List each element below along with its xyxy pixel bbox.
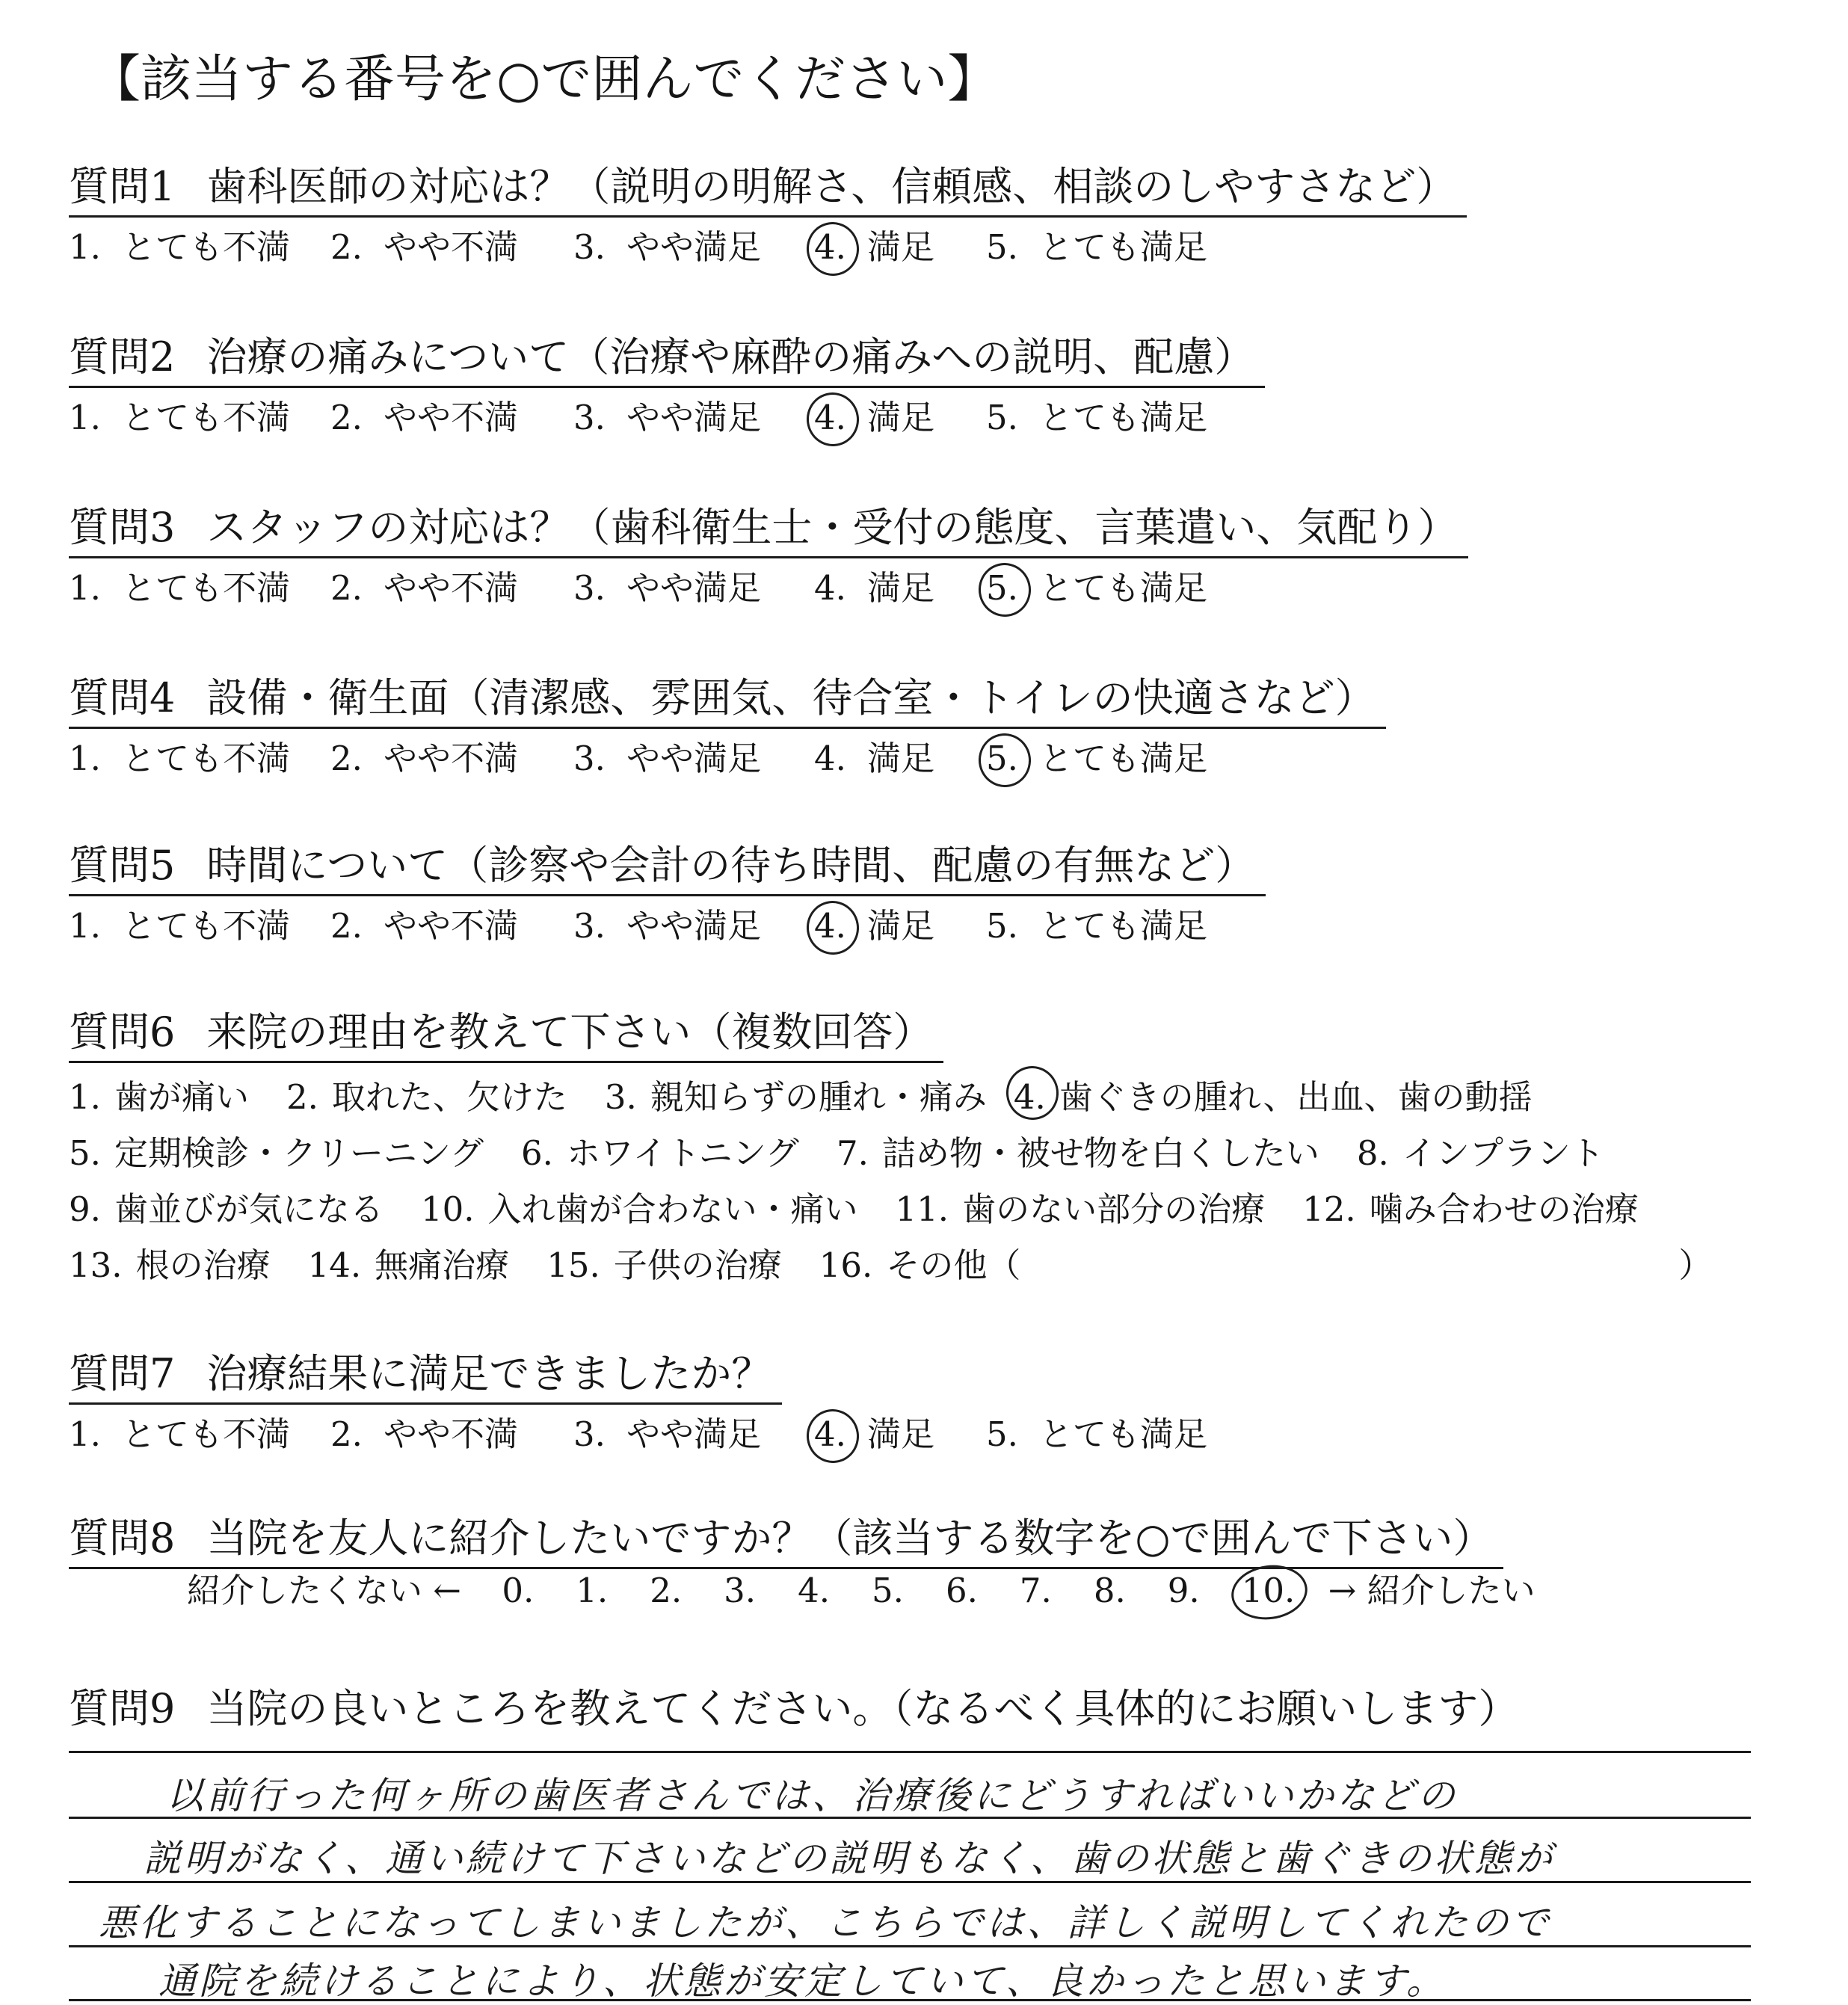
question-1-title — [69, 158, 1467, 218]
question-text: 設備・衛生面（清潔感、雰囲気、待合室・トイレの快適さなど） — [206, 674, 1376, 721]
answer-options — [69, 904, 1266, 949]
option-5[interactable]: 5. とても満足 — [986, 1414, 1207, 1454]
reason-row-1 — [69, 1069, 1712, 1125]
scale-8[interactable]: 8. — [1093, 1571, 1126, 1610]
handwritten-line-4: 通院を続けることにより、状態が安定していて、良かったと思います。 — [158, 1959, 1447, 2003]
question-3-title — [69, 499, 1468, 558]
scale-7[interactable]: 7. — [1019, 1571, 1052, 1610]
question-number: 質問8 — [69, 1515, 176, 1562]
reason-option-6[interactable]: 6. ホワイトニング — [521, 1133, 799, 1173]
question-9 — [69, 1681, 1529, 1737]
reason-option-12[interactable]: 12. 噛み合わせの治療 — [1302, 1189, 1639, 1229]
reason-row-3 — [69, 1181, 1712, 1237]
answer-options — [69, 1412, 1207, 1457]
option-2[interactable]: 2. やや不満 — [330, 227, 518, 267]
handwritten-line-3: 悪化することになってしまいましたが、こちらでは、詳しく説明してくれたので — [99, 1901, 1552, 1944]
question-7-title — [69, 1346, 782, 1405]
reason-option-1[interactable]: 1. 歯が痛い — [69, 1077, 249, 1117]
reason-option-7[interactable]: 7. 詰め物・被せ物を白くしたい — [836, 1133, 1319, 1173]
answer-options — [69, 566, 1468, 611]
reason-option-5[interactable]: 5. 定期検診・クリーニング — [69, 1133, 484, 1173]
option-5-selected[interactable]: 5. とても満足 — [986, 566, 1207, 611]
question-2-title — [69, 329, 1265, 388]
question-number: 質問3 — [69, 504, 176, 551]
question-number: 質問2 — [69, 333, 176, 381]
option-4-selected[interactable]: 4. 満足 — [814, 395, 986, 440]
option-4-selected[interactable]: 4. 満足 — [814, 225, 986, 270]
scale-3[interactable]: 3. — [724, 1571, 757, 1610]
reason-option-8[interactable]: 8. インプラント — [1356, 1133, 1604, 1173]
option-5[interactable]: 5. とても満足 — [986, 227, 1207, 267]
question-number: 質問9 — [69, 1685, 176, 1732]
question-6 — [69, 1004, 1712, 1293]
question-text: 歯科医師の対応は？（説明の明解さ、信頼感、相談のしやすさなど） — [206, 163, 1457, 210]
question-9-title — [69, 1681, 1529, 1737]
option-2[interactable]: 2. やや不満 — [330, 398, 518, 437]
reason-option-16-other[interactable]: 16. その他（ — [819, 1245, 1021, 1285]
question-4-title — [69, 670, 1386, 729]
option-1[interactable]: 1. とても不満 — [69, 739, 290, 778]
question-text: 来院の理由を教えて下さい（複数回答） — [206, 1008, 934, 1056]
option-3[interactable]: 3. やや満足 — [573, 1414, 761, 1454]
reason-options — [69, 1069, 1712, 1293]
question-5-title — [69, 837, 1266, 896]
option-1[interactable]: 1. とても不満 — [69, 227, 290, 267]
option-3[interactable]: 3. やや満足 — [573, 739, 761, 778]
scale-5[interactable]: 5. — [872, 1571, 904, 1610]
question-text: 当院の良いところを教えてください。（なるべく具体的にお願いします） — [206, 1685, 1519, 1732]
question-number: 質問4 — [69, 674, 176, 721]
reason-option-3[interactable]: 3. 親知らずの腫れ・痛み — [604, 1077, 987, 1117]
recommendation-scale — [187, 1568, 1536, 1613]
option-4-selected[interactable]: 4. 満足 — [814, 1412, 986, 1457]
reason-row-4 — [69, 1237, 1712, 1293]
scale-6[interactable]: 6. — [945, 1571, 978, 1610]
reason-option-11[interactable]: 11. 歯のない部分の治療 — [895, 1189, 1266, 1229]
option-3[interactable]: 3. やや満足 — [573, 568, 761, 608]
question-text: 時間について（診察や会計の待ち時間、配慮の有無など） — [206, 842, 1256, 889]
writing-line — [69, 1751, 1751, 1753]
reason-option-13[interactable]: 13. 根の治療 — [69, 1245, 271, 1285]
option-1[interactable]: 1. とても不満 — [69, 1414, 290, 1454]
question-number: 質問1 — [69, 163, 176, 210]
question-number: 質問7 — [69, 1350, 176, 1397]
question-number: 質問6 — [69, 1008, 176, 1056]
option-5-selected[interactable]: 5. とても満足 — [986, 736, 1207, 781]
option-1[interactable]: 1. とても不満 — [69, 398, 290, 437]
scale-4[interactable]: 4. — [798, 1571, 831, 1610]
handwritten-line-1: 以前行った何ヶ所の歯医者さんでは、治療後にどうすればいいかなどの — [166, 1774, 1458, 1817]
scale-10-selected[interactable]: 10. — [1242, 1568, 1296, 1613]
other-close-paren: ） — [1678, 1245, 1713, 1285]
option-4[interactable]: 4. 満足 — [814, 739, 934, 778]
scale-1[interactable]: 1. — [576, 1571, 609, 1610]
option-2[interactable]: 2. やや不満 — [330, 568, 518, 608]
question-2 — [69, 329, 1265, 440]
question-6-title — [69, 1004, 943, 1063]
reason-option-4-selected[interactable]: 4. 歯ぐきの腫れ、出血、歯の動揺 — [1014, 1069, 1533, 1125]
reason-option-9[interactable]: 9. 歯並びが気になる — [69, 1189, 384, 1229]
question-text: 治療の痛みについて（治療や麻酔の痛みへの説明、配慮） — [206, 333, 1255, 381]
question-7 — [69, 1346, 1207, 1457]
question-number: 質問5 — [69, 842, 176, 889]
option-2[interactable]: 2. やや不満 — [330, 739, 518, 778]
question-text: スタッフの対応は？（歯科衛生士・受付の態度、言葉遣い、気配り） — [206, 504, 1459, 551]
reason-option-14[interactable]: 14. 無痛治療 — [307, 1245, 510, 1285]
handwritten-line-2: 説明がなく、通い続けて下さいなどの説明もなく、歯の状態と歯ぐきの状態が — [144, 1837, 1555, 1880]
option-2[interactable]: 2. やや不満 — [330, 906, 518, 946]
reason-option-10[interactable]: 10. 入れ歯が合わない・痛い — [420, 1189, 858, 1229]
option-1[interactable]: 1. とても不満 — [69, 906, 290, 946]
question-8 — [69, 1510, 1503, 1569]
question-text: 治療結果に満足できましたか？ — [206, 1350, 772, 1397]
option-3[interactable]: 3. やや満足 — [573, 227, 761, 267]
answer-options — [69, 225, 1467, 270]
option-5[interactable]: 5. とても満足 — [986, 906, 1207, 946]
scale-2[interactable]: 2. — [650, 1571, 683, 1610]
scale-9[interactable]: 9. — [1167, 1571, 1200, 1610]
question-4 — [69, 670, 1386, 781]
scale-left-label: 紹介したくない ← — [187, 1571, 462, 1610]
reason-option-2[interactable]: 2. 取れた、欠けた — [286, 1077, 567, 1117]
question-5 — [69, 837, 1266, 949]
reason-row-2 — [69, 1125, 1712, 1181]
option-3[interactable]: 3. やや満足 — [573, 398, 761, 437]
instruction-heading: 【該当する番号を○で囲んでください】 — [90, 50, 999, 109]
scale-0[interactable]: 0. — [502, 1571, 535, 1610]
option-4[interactable]: 4. 満足 — [814, 568, 934, 608]
question-8-title — [69, 1510, 1503, 1569]
answer-options — [69, 395, 1265, 440]
scale-right-label: → 紹介したい — [1328, 1571, 1536, 1610]
question-3 — [69, 499, 1468, 611]
reason-option-15[interactable]: 15. 子供の治療 — [546, 1245, 782, 1285]
option-3[interactable]: 3. やや満足 — [573, 906, 761, 946]
option-4-selected[interactable]: 4. 満足 — [814, 904, 986, 949]
option-5[interactable]: 5. とても満足 — [986, 398, 1207, 437]
question-1 — [69, 158, 1467, 270]
question-text: 当院を友人に紹介したいですか？（該当する数字を○で囲んで下さい） — [206, 1515, 1494, 1562]
option-2[interactable]: 2. やや不満 — [330, 1414, 518, 1454]
answer-options — [69, 736, 1386, 781]
option-1[interactable]: 1. とても不満 — [69, 568, 290, 608]
